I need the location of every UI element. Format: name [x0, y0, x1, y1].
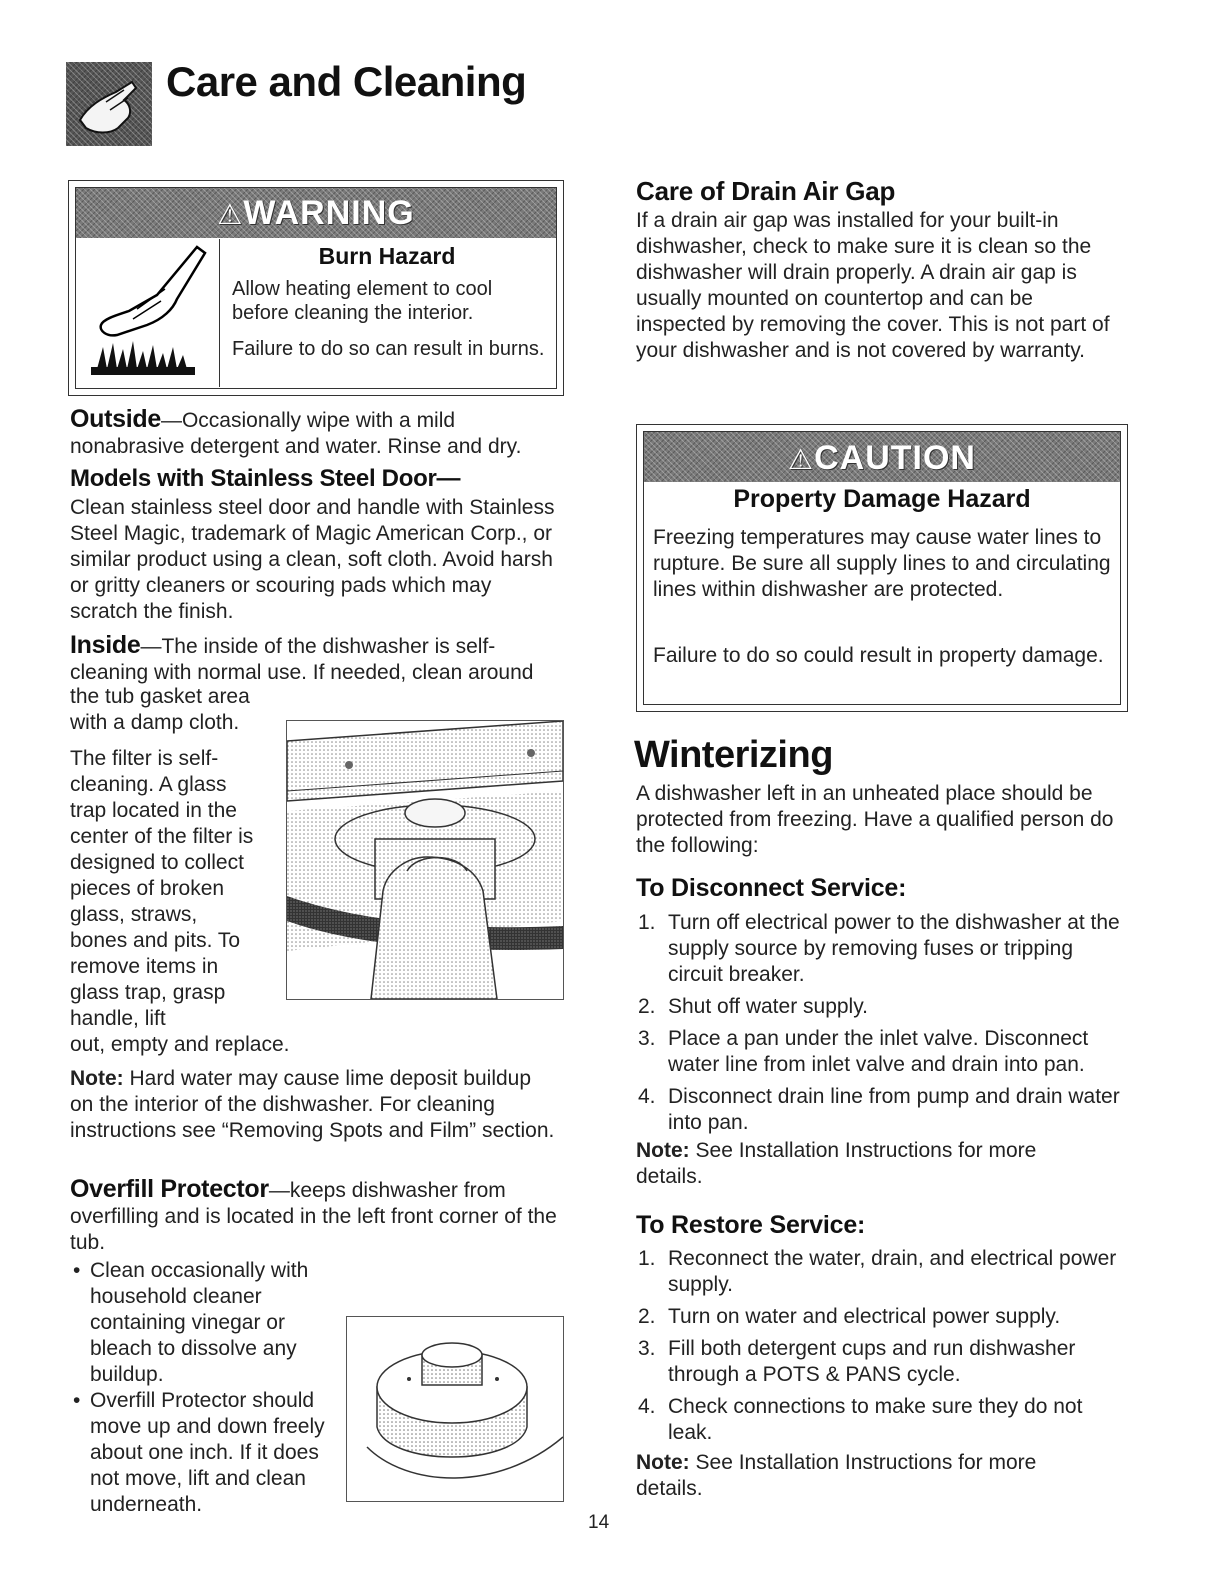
list-item: 1. Reconnect the water, drain, and electrical power supply. [638, 1247, 1117, 1296]
overfill-paragraph: Overfill Protector—keeps dishwasher from overfilling and is located in the left front corner of the tub. [70, 1175, 557, 1254]
warning-subtitle: Burn Hazard [318, 243, 456, 269]
overfill-lead: Overfill Protector [70, 1175, 269, 1203]
stainless-heading: Models with Stainless Steel Door— [70, 465, 461, 492]
list-item: • Overfill Protector should move up and down freely about one inch. If it does not move, lift and clean underneath. [73, 1389, 325, 1516]
disconnect-note: Note: See Installation Instructions for more details. [636, 1139, 1037, 1188]
restore-steps [636, 1246, 1122, 1452]
glass-trap-icon [287, 721, 563, 999]
page-number: 14 [588, 1512, 610, 1533]
inside-paragraph-line3: with a damp cloth. [70, 711, 240, 734]
caution-text-2: Failure to do so could result in property damage. [653, 644, 1104, 667]
list-item: 4. Disconnect drain line from pump and drain water into pan. [638, 1085, 1120, 1134]
outside-paragraph: Outside—Occasionally wipe with a mild nonabrasive detergent and water. Rinse and dry. [70, 405, 522, 458]
list-item: 2. Shut off water supply. [638, 995, 869, 1018]
hard-water-note: Note: Hard water may cause lime deposit buildup on the interior of the dishwasher. For cleaning instructions see “Removing Spots and Film” section. [70, 1067, 555, 1142]
list-item: 3. Place a pan under the inlet valve. Disconnect water line from inlet valve and drain into pan. [638, 1027, 1089, 1076]
burn-hand-icon [77, 239, 217, 385]
drain-air-gap-paragraph: If a drain air gap was installed for your built-in dishwasher, check to make sure it is clean so the dishwasher will drain properly. A drain air gap is usually mounted on countertop and can be inspected by removing the cover. This is not part of your dishwasher and is not covered by warranty. [636, 209, 1110, 362]
inside-paragraph-line2: the tub gasket area [70, 685, 250, 708]
filter-illustration [286, 720, 564, 1000]
warning-text-1: Allow heating element to cool before cleaning the interior. [232, 278, 493, 324]
burn-hand-illustration [77, 239, 217, 385]
list-item: 3. Fill both detergent cups and run dishwasher through a POTS & PANS cycle. [638, 1337, 1076, 1386]
list-item: 4. Check connections to make sure they do not leak. [638, 1395, 1083, 1444]
stainless-paragraph: Clean stainless steel door and handle with Stainless Steel Magic, trademark of Magic American Corp., or similar product using a clean, soft cloth. Avoid harsh or gritty cleaners or scouring pads which may scratch the finish. [70, 496, 555, 623]
restore-note: Note: See Installation Instructions for more details. [636, 1451, 1037, 1500]
list-item: 1. Turn off electrical power to the dishwasher at the supply source by removing fuses or tripping circuit breaker. [638, 911, 1120, 986]
hand-icon [66, 62, 152, 146]
winterizing-heading: Winterizing [634, 734, 833, 776]
disconnect-heading: To Disconnect Service: [636, 874, 907, 902]
caution-box [636, 424, 1128, 712]
overfill-illustration [346, 1316, 564, 1502]
list-item: • Clean occasionally with household cleaner containing vinegar or bleach to dissolve any buildup. [73, 1259, 309, 1386]
inside-lead: Inside [70, 631, 141, 659]
filter-paragraph: The filter is self-cleaning. A glass trap located in the center of the filter is designed to collect pieces of broken glass, straws, bones and pits. To remove items in glass trap, grasp handle, lift [70, 747, 254, 1030]
care-hand-icon [66, 62, 152, 146]
outside-lead: Outside [70, 405, 161, 433]
winterizing-intro: A dishwasher left in an unheated place should be protected from freezing. Have a qualified person do the following: [636, 782, 1114, 857]
page-title: Care and Cleaning [166, 58, 527, 105]
warning-box [68, 180, 564, 396]
caution-text-1: Freezing temperatures may cause water lines to rupture. Be sure all supply lines to and circulating lines within dishwasher are protected. [653, 526, 1111, 601]
alert-triangle-icon: ⚠ [217, 199, 244, 230]
overfill-bullets [70, 1258, 340, 1518]
inside-paragraph: Inside—The inside of the dishwasher is self-cleaning with normal use. If needed, clean around [70, 631, 534, 684]
warning-banner: ⚠WARNING [76, 188, 556, 238]
caution-banner: ⚠CAUTION [644, 432, 1120, 482]
alert-triangle-icon: ⚠ [788, 444, 815, 475]
overfill-protector-icon [347, 1317, 563, 1501]
disconnect-steps [636, 910, 1122, 1142]
list-item: 2. Turn on water and electrical power supply. [638, 1305, 1061, 1328]
drain-air-gap-heading: Care of Drain Air Gap [636, 176, 896, 206]
restore-heading: To Restore Service: [636, 1211, 866, 1239]
caution-subtitle: Property Damage Hazard [733, 485, 1031, 513]
filter-paragraph-end: out, empty and replace. [70, 1033, 290, 1056]
warning-text-2: Failure to do so can result in burns. [232, 338, 545, 360]
